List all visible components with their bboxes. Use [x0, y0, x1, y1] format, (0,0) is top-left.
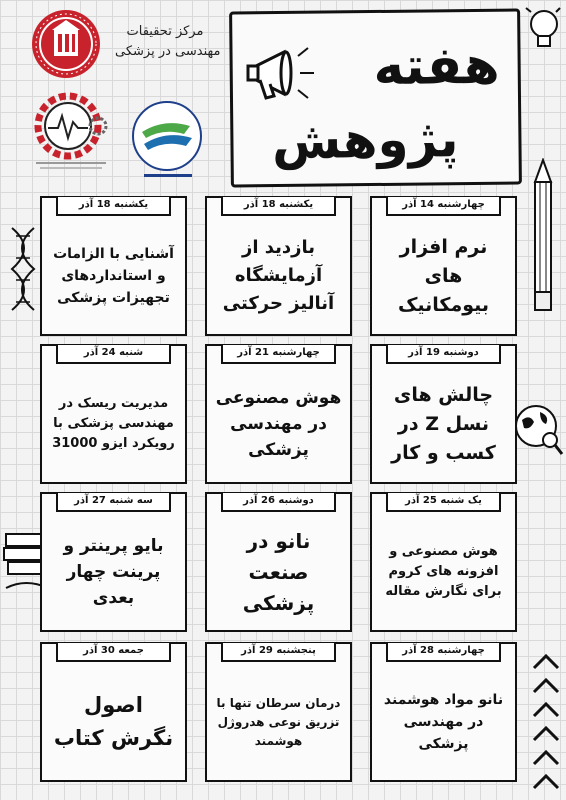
event-title: هوش مصنوعی در مهندسی پزشکی	[215, 388, 342, 460]
org-line-1: مرکز تحقیقات	[126, 24, 204, 39]
lightbulb-icon	[522, 2, 562, 54]
event-card	[205, 344, 352, 484]
event-title: نرم افزار های بیومکانیک	[397, 235, 490, 316]
chevrons-up-icon	[528, 648, 564, 796]
biomedical-gear-logo	[28, 88, 114, 174]
event-card	[205, 642, 352, 782]
event-card	[205, 196, 352, 336]
event-date: سه شنبه 27 آذر	[56, 493, 171, 512]
event-date: چهارشنبه 21 آذر	[221, 345, 336, 364]
event-card	[205, 492, 352, 632]
event-title: مدیریت ریسک در مهندسی پزشکی با رویکرد ایزو 31000	[52, 396, 175, 451]
research-center-name	[115, 22, 221, 62]
event-title: درمان سرطان تنها با تزریق نوعی هدروژل هوشمند	[216, 695, 341, 748]
event-title: نانو در صنعت پزشکی	[242, 528, 315, 615]
event-card	[370, 196, 517, 336]
university-seal	[30, 4, 102, 86]
event-date: چهارشنبه 14 آذر	[386, 197, 501, 216]
event-title: چالش های نسل Z در کسب و کار	[391, 383, 496, 464]
event-title: بایو پرینتر و پرینت چهار بعدی	[63, 536, 164, 608]
event-date: دوشنبه 26 آذر	[221, 493, 336, 512]
event-title: آشنایی با الزامات و استانداردهای تجهیزات پزشکی	[53, 246, 174, 306]
event-date: یکشنبه 18 آذر	[56, 197, 171, 216]
event-card	[370, 492, 517, 632]
dna-icon	[6, 226, 40, 312]
event-title: اصول نگرش کتاب	[53, 693, 174, 750]
event-card	[370, 642, 517, 782]
event-card	[40, 196, 187, 336]
event-title: نانو مواد هوشمند در مهندسی پزشکی	[383, 692, 504, 752]
event-date: چهارشنبه 28 آذر	[386, 643, 501, 662]
event-card	[40, 642, 187, 782]
event-card	[370, 344, 517, 484]
pencil-icon	[527, 158, 559, 318]
young-researchers-club-logo	[124, 96, 210, 182]
title-box	[229, 8, 522, 187]
event-date: یکشنبه 18 آذر	[221, 197, 336, 216]
event-card	[40, 492, 187, 632]
event-date: دوشنبه 19 آذر	[386, 345, 501, 364]
title-line-2: پژوهش	[271, 110, 459, 171]
event-title: بازدید از آزمایشگاه آنالیز حرکتی	[222, 237, 335, 314]
event-date: جمعه 30 آذر	[56, 643, 171, 662]
org-line-2: مهندسی در پزشکی	[115, 44, 221, 59]
globe-icon	[512, 398, 564, 460]
title-line-1: هفته	[373, 35, 500, 98]
event-title: هوش مصنوعی و افزونه های کروم برای نگارش مقاله	[385, 544, 502, 599]
event-date: شنبه 24 آذر	[56, 345, 171, 364]
event-date: پنجشنبه 29 آذر	[221, 643, 336, 662]
event-card	[40, 344, 187, 484]
event-date: یک شنبه 25 آذر	[386, 493, 501, 512]
